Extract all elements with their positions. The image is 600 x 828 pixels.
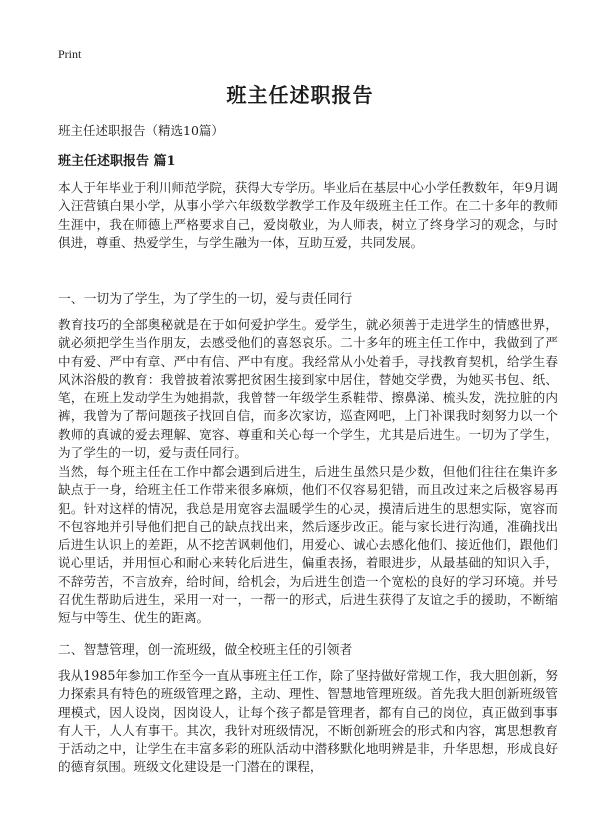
paragraph-1: 教育技巧的全部奥秘就是在于如何爱护学生。爱学生，就必须善于走进学生的情感世界，就必须把学生当作朋友，去感受他们的喜怒哀乐。二十多年的班主任工作中，我做到了严中有爱、严中有章、严中有信、严中有度。我经常从小处着手，寻找教育契机，给学生春风沐浴般的教育：我曾披着浓雾把贫困生接到家中居住，替她交学费，为她买书包、纸、笔，在班上发动学生为她捐款，我曾替一年级学生系鞋带、擦鼻涕、梳头发，洗拉脏的内裤，我曾为了帮问题孩子找回自信，而多次家访，巡查网吧，上门补课我时刻努力以一个教师的真诚的爱去理解、宽容、尊重和关心每一个学生，尤其是后进生。一切为了学生，为了学生的一切，爱与责任同行。 bbox=[58, 317, 558, 461]
section-heading-2: 二、智慧管理，创一流班级，做全校班主任的引领者 bbox=[58, 643, 353, 658]
intro-paragraph: 本人于年毕业于利川师范学院，获得大专学历。毕业后在基层中心小学任教数年，年9月调入汪营镇白果小学，从事小学六年级数学教学工作及年级班主任工作。在二十多年的教师生涯中，我在师德上严格要求自己，爱岗敬业，为人师表，树立了终身学习的观念，与时俱进，尊重、热爱学生，与学生融为一体，互助互爱，共同发展。 bbox=[58, 180, 558, 250]
paragraph-2: 当然，每个班主任在工作中都会遇到后进生，后进生虽然只是少数，但他们往往在集许多缺点于一身，给班主任工作带来很多麻烦，他们不仅容易犯错，而且改过来之后极容易再犯。针对这样的情况，我总是用宽容去温暖学生的心灵，摸清后进生的思想实际，宽容而不包容地并引导他们把自己的缺点找出来，然后逐步改正。能与家长进行沟通，准确找出后进生认识上的差距，从不挖苦讽刺他们，用爱心、诚心去感化他们、接近他们，跟他们说心里话，并用恒心和耐心来转化后进生，偏重表扬，着眼进步，从最基础的知识入手，不辞劳苦，不言放弃，给时间，给机会，为后进生创造一个宽松的良好的学习环境。并号召优生帮助后进生，采用一对一，一帮一的形式，后进生获得了友谊之手的援助，不断缩短与中等生、优生的距离。 bbox=[58, 464, 558, 626]
section-title: 班主任述职报告 篇1 bbox=[58, 154, 176, 169]
print-link[interactable]: Print bbox=[58, 47, 82, 61]
section-heading-1: 一、一切为了学生，为了学生的一切，爱与责任同行 bbox=[58, 292, 353, 307]
document-subtitle: 班主任述职报告（精选10篇） bbox=[58, 123, 224, 138]
paragraph-3: 我从1985年参加工作至今一直从事班主任工作，除了坚持做好常规工作，我大胆创新，努力探索具有特色的班级管理之路，主动、理性、智慧地管理班级。首先我大胆创新班级管理模式，因人设岗，因岗设人，让每个孩子都是管理者，都有自己的岗位，真正做到事事有人干，人人有事干。其次，我针对班级情况，不断创新班会的形式和内容，寓思想教育于活动之中，让学生在丰富多彩的班队活动中潜移默化地明辨是非，升华思想，形成良好的德育氛围。班级文化建设是一门潜在的课程， bbox=[58, 668, 558, 775]
page-title: 班主任述职报告 bbox=[226, 83, 374, 107]
